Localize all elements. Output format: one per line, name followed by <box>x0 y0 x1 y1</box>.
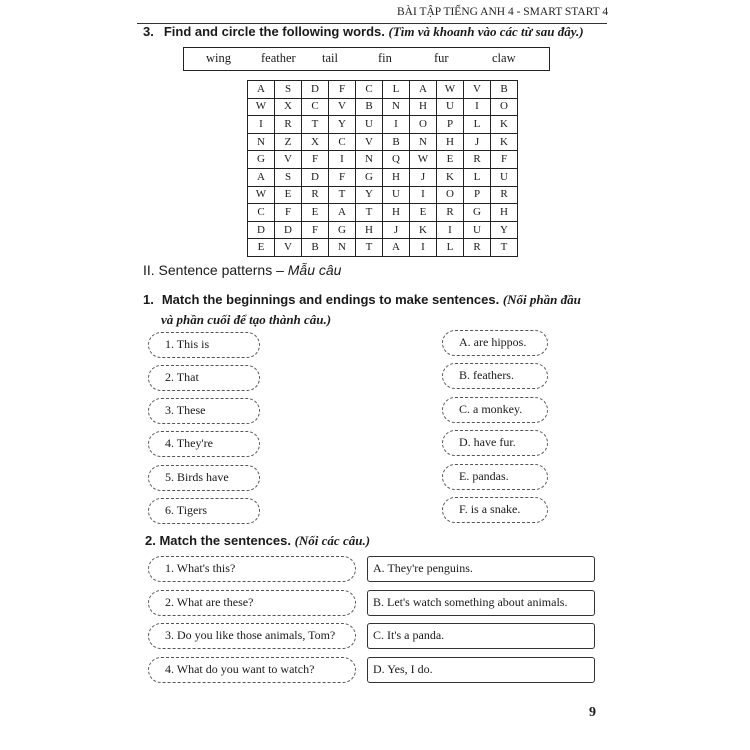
grid-cell[interactable]: R <box>437 204 464 222</box>
exercise1-instruction-vi-2: và phần cuối để tạo thành câu.) <box>161 312 332 327</box>
page-number: 9 <box>589 705 596 720</box>
grid-row <box>248 204 518 222</box>
grid-cell[interactable]: V <box>356 133 383 151</box>
word-search-grid <box>247 80 518 257</box>
grid-cell[interactable]: U <box>491 168 518 186</box>
grid-cell[interactable]: H <box>383 168 410 186</box>
grid-cell[interactable]: D <box>248 221 275 239</box>
grid-cell[interactable]: D <box>275 221 302 239</box>
grid-row <box>248 168 518 186</box>
grid-cell[interactable]: T <box>302 116 329 134</box>
grid-cell[interactable]: Q <box>383 151 410 169</box>
exercise2-instruction: 2. Match the sentences. <box>145 533 291 548</box>
beginning-2[interactable]: 2. That <box>148 365 260 391</box>
grid-cell[interactable]: C <box>329 133 356 151</box>
word-bank-item: fur <box>434 51 449 65</box>
ending-b[interactable]: B. feathers. <box>442 363 548 389</box>
grid-cell[interactable]: G <box>356 168 383 186</box>
grid-cell[interactable]: O <box>410 116 437 134</box>
word-bank-item: tail <box>322 51 338 65</box>
beginning-6[interactable]: 6. Tigers <box>148 498 260 524</box>
exercise3-title <box>143 24 613 40</box>
grid-cell[interactable]: V <box>275 151 302 169</box>
grid-cell[interactable]: V <box>464 81 491 99</box>
grid-cell[interactable]: F <box>302 151 329 169</box>
word-bank-item: claw <box>492 51 516 65</box>
section2-title-en: II. Sentence patterns – <box>143 262 284 278</box>
grid-cell[interactable]: C <box>302 98 329 116</box>
word-bank-item: fin <box>378 51 392 65</box>
grid-cell[interactable]: I <box>437 221 464 239</box>
ending-c[interactable]: C. a monkey. <box>442 397 548 423</box>
grid-cell[interactable]: I <box>248 116 275 134</box>
grid-cell[interactable]: W <box>248 98 275 116</box>
grid-cell[interactable]: L <box>383 81 410 99</box>
grid-cell[interactable]: T <box>491 239 518 257</box>
exercise2-instruction-vi: (Nối các câu.) <box>294 533 371 548</box>
exercise1-instruction: Match the beginnings and endings to make sentences. <box>161 292 500 307</box>
exercise3-instruction: Find and circle the following words. <box>163 24 385 39</box>
answer-c[interactable]: C. It's a panda. <box>367 623 595 649</box>
ending-a[interactable]: A. are hippos. <box>442 330 548 356</box>
grid-row <box>248 186 518 204</box>
grid-cell[interactable]: N <box>410 133 437 151</box>
grid-cell[interactable]: N <box>383 98 410 116</box>
grid-cell[interactable]: W <box>410 151 437 169</box>
grid-row <box>248 151 518 169</box>
grid-cell[interactable]: N <box>248 133 275 151</box>
grid-cell[interactable]: R <box>464 239 491 257</box>
grid-cell[interactable]: F <box>275 204 302 222</box>
grid-row <box>248 133 518 151</box>
section2-title-vi: Mẫu câu <box>287 262 342 278</box>
exercise3-number: 3. <box>143 24 154 39</box>
grid-cell[interactable]: E <box>275 186 302 204</box>
beginning-1[interactable]: 1. This is <box>148 332 260 358</box>
word-bank <box>183 47 550 71</box>
grid-cell[interactable]: G <box>464 204 491 222</box>
ending-d[interactable]: D. have fur. <box>442 430 548 456</box>
grid-row <box>248 221 518 239</box>
section2-title <box>143 262 341 278</box>
exercise1-instruction-vi: (Nối phần đầu <box>502 292 581 307</box>
grid-cell[interactable]: P <box>464 186 491 204</box>
grid-cell[interactable]: I <box>383 116 410 134</box>
grid-cell[interactable]: B <box>356 98 383 116</box>
grid-cell[interactable]: X <box>302 133 329 151</box>
grid-cell[interactable]: D <box>302 81 329 99</box>
grid-cell[interactable]: W <box>437 81 464 99</box>
grid-cell[interactable]: H <box>410 98 437 116</box>
answer-b[interactable]: B. Let's watch something about animals. <box>367 590 595 616</box>
grid-row <box>248 239 518 257</box>
grid-cell[interactable]: E <box>437 151 464 169</box>
grid-cell[interactable]: H <box>383 204 410 222</box>
exercise2-title <box>145 533 615 549</box>
beginning-3[interactable]: 3. These <box>148 398 260 424</box>
grid-cell[interactable]: H <box>356 221 383 239</box>
grid-cell[interactable]: B <box>491 81 518 99</box>
answer-a[interactable]: A. They're penguins. <box>367 556 595 582</box>
grid-cell[interactable]: W <box>248 186 275 204</box>
grid-cell[interactable]: J <box>410 168 437 186</box>
grid-cell[interactable]: U <box>356 116 383 134</box>
grid-cell[interactable]: U <box>464 221 491 239</box>
grid-cell[interactable]: J <box>383 221 410 239</box>
grid-row <box>248 81 518 99</box>
grid-cell[interactable]: U <box>383 186 410 204</box>
grid-cell[interactable]: R <box>275 116 302 134</box>
grid-cell[interactable]: I <box>464 98 491 116</box>
exercise3-instruction-vi: (Tìm và khoanh vào các từ sau đây.) <box>388 24 584 39</box>
grid-cell[interactable]: Z <box>275 133 302 151</box>
grid-cell[interactable]: K <box>437 168 464 186</box>
grid-cell[interactable]: F <box>329 168 356 186</box>
grid-cell[interactable]: E <box>410 204 437 222</box>
grid-cell[interactable]: B <box>302 239 329 257</box>
grid-cell[interactable]: Y <box>329 116 356 134</box>
grid-cell[interactable]: H <box>491 204 518 222</box>
grid-cell[interactable]: Y <box>491 221 518 239</box>
grid-cell[interactable]: E <box>248 239 275 257</box>
grid-cell[interactable]: I <box>410 186 437 204</box>
grid-cell[interactable]: L <box>464 116 491 134</box>
grid-cell[interactable]: P <box>437 116 464 134</box>
grid-cell[interactable]: O <box>491 98 518 116</box>
ending-f[interactable]: F. is a snake. <box>442 497 548 523</box>
grid-cell[interactable]: S <box>275 81 302 99</box>
ending-e[interactable]: E. pandas. <box>442 464 548 490</box>
grid-cell[interactable]: V <box>329 98 356 116</box>
grid-cell[interactable]: G <box>248 151 275 169</box>
question-4[interactable]: 4. What do you want to watch? <box>148 657 356 683</box>
grid-cell[interactable]: F <box>329 81 356 99</box>
grid-cell[interactable]: Y <box>356 186 383 204</box>
grid-cell[interactable]: L <box>464 168 491 186</box>
grid-cell[interactable]: R <box>491 186 518 204</box>
grid-cell[interactable]: V <box>275 239 302 257</box>
question-1[interactable]: 1. What's this? <box>148 556 356 582</box>
grid-cell[interactable]: S <box>275 168 302 186</box>
grid-cell[interactable]: N <box>329 239 356 257</box>
beginning-4[interactable]: 4. They're <box>148 431 260 457</box>
grid-cell[interactable]: T <box>356 239 383 257</box>
grid-cell[interactable]: X <box>275 98 302 116</box>
grid-cell[interactable]: L <box>437 239 464 257</box>
grid-cell[interactable]: T <box>356 204 383 222</box>
grid-cell[interactable]: F <box>491 151 518 169</box>
grid-cell[interactable]: K <box>491 116 518 134</box>
grid-cell[interactable]: K <box>410 221 437 239</box>
grid-cell[interactable]: R <box>302 186 329 204</box>
exercise1-number: 1. <box>143 292 154 307</box>
grid-cell[interactable]: A <box>410 81 437 99</box>
grid-row <box>248 116 518 134</box>
grid-cell[interactable]: H <box>437 133 464 151</box>
grid-row <box>248 98 518 116</box>
question-3[interactable]: 3. Do you like those animals, Tom? <box>148 623 356 649</box>
grid-cell[interactable]: O <box>437 186 464 204</box>
grid-cell[interactable]: I <box>410 239 437 257</box>
grid-cell[interactable]: I <box>329 151 356 169</box>
grid-cell[interactable]: N <box>356 151 383 169</box>
word-bank-item: wing <box>206 51 231 65</box>
grid-cell[interactable]: G <box>329 221 356 239</box>
grid-cell[interactable]: F <box>302 221 329 239</box>
grid-cell[interactable]: A <box>248 81 275 99</box>
grid-cell[interactable]: T <box>329 186 356 204</box>
grid-cell[interactable]: E <box>302 204 329 222</box>
answer-d[interactable]: D. Yes, I do. <box>367 657 595 683</box>
grid-cell[interactable]: B <box>383 133 410 151</box>
beginning-5[interactable]: 5. Birds have <box>148 465 260 491</box>
grid-cell[interactable]: C <box>248 204 275 222</box>
grid-cell[interactable]: A <box>248 168 275 186</box>
grid-cell[interactable]: D <box>302 168 329 186</box>
grid-cell[interactable]: K <box>491 133 518 151</box>
exercise1-title <box>143 290 613 330</box>
grid-cell[interactable]: U <box>437 98 464 116</box>
grid-cell[interactable]: A <box>329 204 356 222</box>
running-header: BÀI TẬP TIẾNG ANH 4 - SMART START 4 <box>397 6 609 18</box>
grid-cell[interactable]: R <box>464 151 491 169</box>
grid-cell[interactable]: C <box>356 81 383 99</box>
grid-cell[interactable]: J <box>464 133 491 151</box>
question-2[interactable]: 2. What are these? <box>148 590 356 616</box>
grid-cell[interactable]: A <box>383 239 410 257</box>
word-bank-item: feather <box>261 51 296 65</box>
